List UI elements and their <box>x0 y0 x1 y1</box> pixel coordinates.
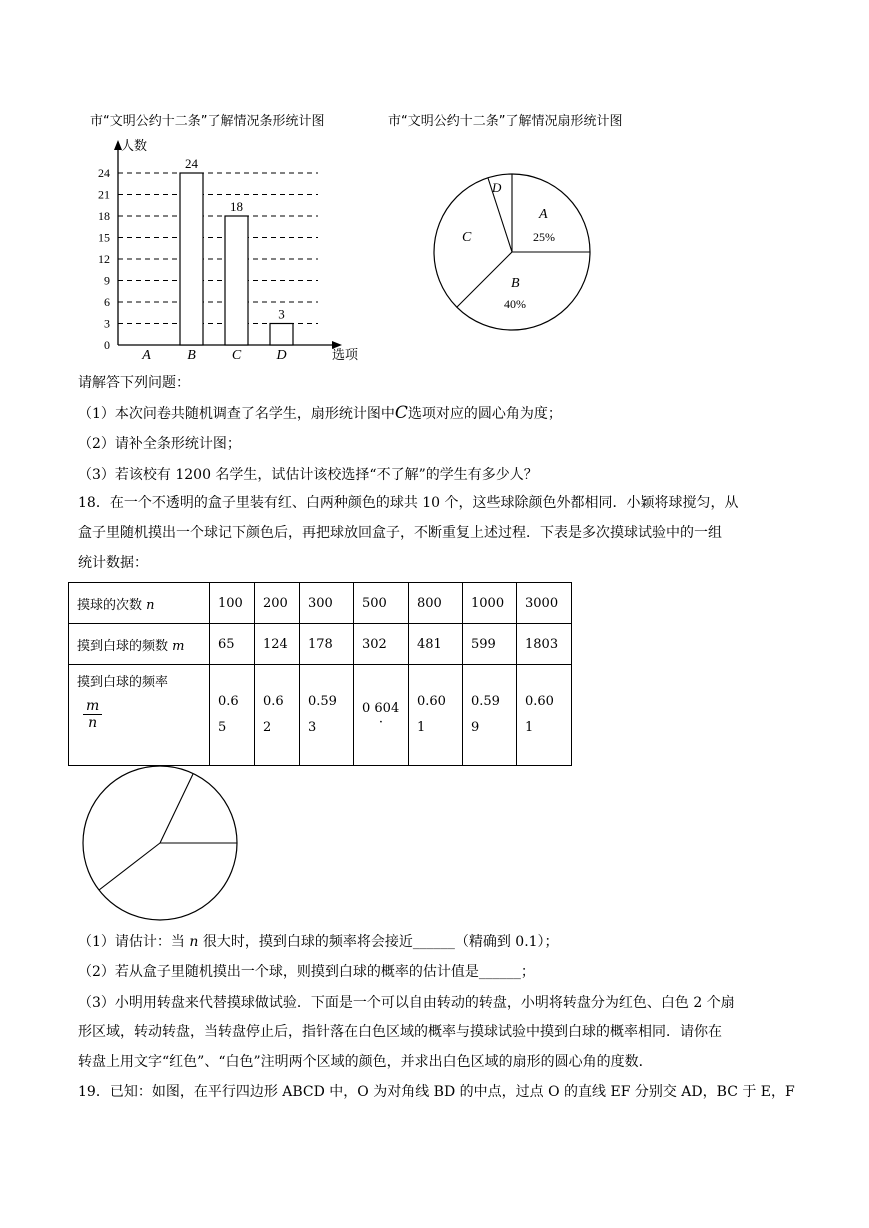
table-cell: 1000 <box>463 583 517 624</box>
table-cell: 0.60 1 <box>517 665 572 766</box>
q19-line1: 19．已知：如图，在平行四边形 ABCD 中，O 为对角线 BD 的中点，过点 O 的直线 EF 分别交 AD，BC 于 E，F <box>78 1084 795 1100</box>
table-header-cell: 摸球的次数 n <box>69 583 210 624</box>
q17-part1-var: C <box>394 403 408 423</box>
pie-label-c: C <box>462 230 472 245</box>
table-cell: 599 <box>463 624 517 665</box>
q18-line1: 18．在一个不透明的盒子里装有红、白两种颜色的球共 10 个，这些球除颜色外都相同．小颖将球搅匀，从 <box>78 495 739 511</box>
x-axis-label: 选项 <box>332 347 359 362</box>
table-cell: 178 <box>300 624 354 665</box>
table-cell: 500 <box>354 583 409 624</box>
q18-line3: 统计数据： <box>78 555 148 571</box>
q17-part1-post: 选项对应的圆心角为度； <box>407 406 562 422</box>
table-cell: 302 <box>354 624 409 665</box>
pie-chart <box>425 170 605 340</box>
bar-B <box>180 173 203 345</box>
y-tick-label: 0 <box>104 338 110 352</box>
x-tick-label: D <box>276 348 287 363</box>
table-cell: 800 <box>409 583 463 624</box>
bar-C <box>225 216 248 345</box>
q17-part1 <box>78 403 562 424</box>
table-cell: 481 <box>409 624 463 665</box>
table-cell: 0 604 · <box>354 665 409 766</box>
bar-chart <box>90 138 375 368</box>
q17-part3: （3）若该校有 1200 名学生，试估计该校选择“不了解”的学生有多少人？ <box>78 467 538 483</box>
table-cell: 0.6 5 <box>210 665 255 766</box>
pie-label-d: D <box>492 180 502 195</box>
table-row <box>69 583 572 624</box>
pie-chart-title: 市“文明公约十二条”了解情况扇形统计图 <box>388 114 623 129</box>
table-row <box>69 624 572 665</box>
q18-sub3-line1: （3）小明用转盘来代替摸球做试验．下面是一个可以自由转动的转盘，小明将转盘分为红色、白色 2 个扇 <box>78 995 735 1011</box>
pie-label-b-pct: 40% <box>504 297 526 311</box>
y-tick-label: 18 <box>98 209 110 223</box>
y-tick-label: 12 <box>98 252 110 266</box>
q17-intro: 请解答下列问题： <box>78 375 190 391</box>
table-cell: 0.60 1 <box>409 665 463 766</box>
spinner-diagram <box>78 764 243 929</box>
spinner-divider-3 <box>99 843 160 890</box>
q18-line2: 盒子里随机摸出一个球记下颜色后，再把球放回盒子，不断重复上述过程．下表是多次摸球试验中的一组 <box>78 525 722 541</box>
table-cell: 300 <box>300 583 354 624</box>
table-header-cell: 摸到白球的频率 $\frac{m}{n}$ <box>69 665 210 766</box>
bar-chart-title: 市“文明公约十二条”了解情况条形统计图 <box>90 114 325 129</box>
y-axis-label: 人数 <box>121 138 148 153</box>
pie-label-a: A <box>539 207 548 222</box>
bar-value-label: 3 <box>278 306 285 322</box>
y-tick-label: 15 <box>98 230 110 245</box>
pie-label-a-pct: 25% <box>533 230 555 244</box>
table-cell: 0.59 9 <box>463 665 517 766</box>
q18-sub3-line3: 转盘上用文字“红色”、“白色”注明两个区域的颜色，并求出白色区域的扇形的圆心角的度数． <box>78 1054 653 1070</box>
y-tick-label: 9 <box>104 273 110 288</box>
y-tick-label: 21 <box>98 187 110 202</box>
x-tick-label: A <box>142 348 151 363</box>
table-cell: 65 <box>210 624 255 665</box>
table-cell: 124 <box>255 624 300 665</box>
y-tick-label: 6 <box>104 295 110 309</box>
bar-D <box>270 324 293 346</box>
table-cell: 0.59 3 <box>300 665 354 766</box>
bar-value-label: 24 <box>185 156 198 171</box>
frequency-table <box>68 582 572 766</box>
q17-part2: （2）请补全条形统计图； <box>78 436 241 452</box>
table-cell: 1803 <box>517 624 572 665</box>
table-cell: 100 <box>210 583 255 624</box>
q18-sub3-line2: 形区域，转动转盘，当转盘停止后，指针落在白色区域的概率与摸球试验中摸到白球的概率相同．请你在 <box>78 1024 722 1040</box>
y-tick-label: 24 <box>98 166 110 180</box>
table-header-cell: 摸到白球的频数 m <box>69 624 210 665</box>
table-cell: 3000 <box>517 583 572 624</box>
y-tick-label: 3 <box>104 316 110 331</box>
q17-part1-pre: （1）本次问卷共随机调查了名学生，扇形统计图中 <box>78 406 395 422</box>
fraction-m-over-n: $\frac{m}{n}$ <box>83 698 102 731</box>
table-cell: 200 <box>255 583 300 624</box>
x-tick-label: B <box>187 348 196 363</box>
q18-sub1: （1）请估计：当 n 很大时，摸到白球的频率将会接近______（精确到 0.1）； <box>78 934 559 950</box>
table-cell: 0.6 2 <box>255 665 300 766</box>
pie-label-b: B <box>511 276 520 291</box>
table-row <box>69 665 572 766</box>
x-tick-label: C <box>231 348 242 363</box>
bar-value-label: 18 <box>230 199 243 214</box>
spinner-divider-2 <box>160 774 193 843</box>
q18-sub2: （2）若从盒子里随机摸出一个球，则摸到白球的概率的估计值是______； <box>78 964 535 980</box>
